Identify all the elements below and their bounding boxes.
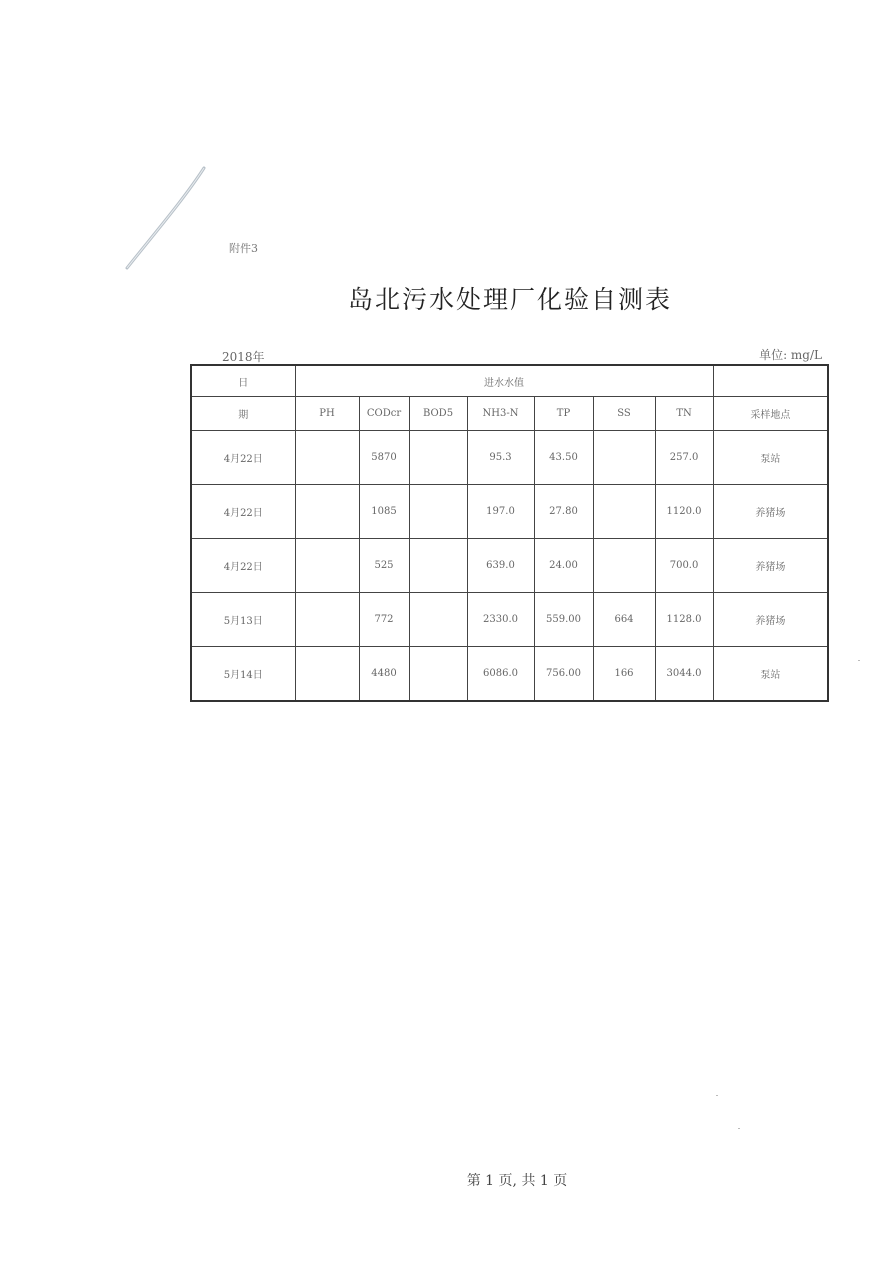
table-row [191,539,828,593]
col-header-cod: CODcr [359,397,409,431]
cell-nh3n: 639.0 [467,539,534,593]
table-row [191,593,828,647]
cell-tp: 756.00 [534,647,593,702]
cell-date: 4月22日 [191,539,295,593]
cell-tn: 1128.0 [655,593,713,647]
cell-site: 泵站 [713,431,828,485]
cell-cod: 1085 [359,485,409,539]
year-label: 2018年 [222,350,265,364]
table-row [191,647,828,702]
cell-ss [593,539,655,593]
cell-bod [409,539,467,593]
header-row-top [191,365,828,397]
cell-ph [295,539,359,593]
cell-date: 4月22日 [191,485,295,539]
cell-cod: 5870 [359,431,409,485]
scan-pen-mark [124,164,214,274]
cell-tn: 700.0 [655,539,713,593]
cell-ss [593,431,655,485]
col-header-tp: TP [534,397,593,431]
col-header-bod: BOD5 [409,397,467,431]
table-row [191,431,828,485]
col-header-ss: SS [593,397,655,431]
cell-ph [295,593,359,647]
cell-nh3n: 95.3 [467,431,534,485]
col-header-tn: TN [655,397,713,431]
date-header-top: 日 [191,365,295,397]
scan-speck [716,1095,718,1096]
page-footer: 第 1 页, 共 1 页 [466,1173,568,1189]
lab-test-table [190,364,829,702]
cell-tp: 559.00 [534,593,593,647]
cell-site: 养猪场 [713,539,828,593]
cell-tn: 1120.0 [655,485,713,539]
cell-site: 养猪场 [713,485,828,539]
cell-ss [593,485,655,539]
scan-speck [858,660,860,661]
col-header-site: 采样地点 [713,397,828,431]
cell-bod [409,431,467,485]
cell-tn: 257.0 [655,431,713,485]
influent-group-header: 进水水值 [295,365,713,397]
table-row [191,485,828,539]
cell-ph [295,431,359,485]
cell-date: 5月13日 [191,593,295,647]
attachment-label: 附件3 [229,242,258,255]
cell-nh3n: 197.0 [467,485,534,539]
cell-tn: 3044.0 [655,647,713,702]
header-row-bottom [191,397,828,431]
col-header-nh3n: NH3-N [467,397,534,431]
cell-bod [409,647,467,702]
cell-date: 4月22日 [191,431,295,485]
cell-cod: 4480 [359,647,409,702]
cell-cod: 525 [359,539,409,593]
col-header-ph: PH [295,397,359,431]
document-title: 岛北污水处理厂化验自测表 [347,285,672,314]
cell-tp: 27.80 [534,485,593,539]
cell-ss: 166 [593,647,655,702]
date-header-bottom: 期 [191,397,295,431]
site-header-top [713,365,828,397]
cell-ph [295,647,359,702]
scan-speck [738,1128,740,1129]
cell-cod: 772 [359,593,409,647]
cell-site: 泵站 [713,647,828,702]
unit-label: 单位: mg/L [759,348,822,362]
cell-ss: 664 [593,593,655,647]
cell-nh3n: 2330.0 [467,593,534,647]
cell-tp: 43.50 [534,431,593,485]
cell-site: 养猪场 [713,593,828,647]
cell-bod [409,485,467,539]
cell-nh3n: 6086.0 [467,647,534,702]
cell-ph [295,485,359,539]
cell-date: 5月14日 [191,647,295,702]
cell-tp: 24.00 [534,539,593,593]
cell-bod [409,593,467,647]
